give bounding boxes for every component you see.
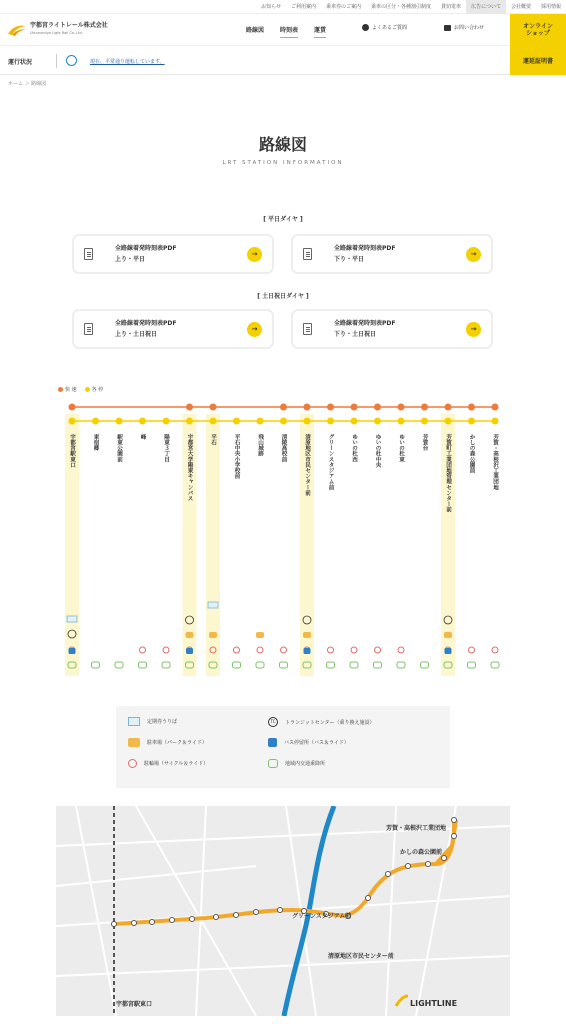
map-station-dot[interactable] <box>150 920 155 925</box>
map-station-dot[interactable] <box>366 896 371 901</box>
station-name[interactable]: 駅東公園前 <box>116 434 122 462</box>
holiday-label: [ 土日祝日ダイヤ ] <box>257 293 309 300</box>
station-name[interactable]: 平石 <box>210 434 216 446</box>
faq-label: よくあるご質問 <box>372 25 408 31</box>
map-station-dot[interactable] <box>132 921 137 926</box>
station-name[interactable]: 芳賀町工業団地管理センター前 <box>445 434 451 513</box>
map-label: かしの森公園前 <box>400 849 443 856</box>
local-stop-dot <box>445 418 452 425</box>
transit-center-icon: TC <box>268 717 278 727</box>
local-stop-dot <box>304 418 311 425</box>
map-label: グリーンスタジアム前 <box>292 913 352 920</box>
map-station-dot[interactable] <box>234 913 239 918</box>
nav-fare[interactable]: 運賃 <box>314 27 327 34</box>
map-logo: LIGHTLINE <box>410 999 458 1008</box>
bicycle-icon <box>492 647 498 653</box>
legend-bus <box>268 738 349 747</box>
top-link-news[interactable]: お知らせ <box>261 3 281 10</box>
arrow-right-icon: → <box>466 247 481 262</box>
cert-label: 運延証明書 <box>522 58 553 65</box>
local-transit-icon <box>280 662 288 668</box>
legend-local-label: 地域内交通乗降所 <box>285 761 326 767</box>
station-name[interactable]: かしの森公園前 <box>468 434 475 474</box>
logo[interactable] <box>8 23 108 36</box>
rapid-stop-dot <box>468 404 475 411</box>
rapid-stop-dot <box>280 404 287 411</box>
station-name[interactable]: 芳賀・高根沢工業団地 <box>492 434 498 490</box>
map-station-dot[interactable] <box>386 872 391 877</box>
local-stop-dot <box>421 418 428 425</box>
local-stop-dot <box>139 418 146 425</box>
station-name[interactable]: 清原地区市民センター前 <box>304 434 310 496</box>
rapid-stop-dot <box>186 404 193 411</box>
contact-link[interactable] <box>444 24 484 31</box>
local-transit-icon <box>139 662 147 668</box>
header <box>0 14 566 46</box>
contact-label: お問い合わせ <box>454 25 485 31</box>
local-stop-dot <box>327 418 334 425</box>
logo-icon <box>8 24 26 36</box>
divider <box>56 54 57 68</box>
bicycle-icon <box>469 647 475 653</box>
local-stop-dot <box>233 418 240 425</box>
bicycle-icon <box>257 647 263 653</box>
rapid-stop-dot <box>421 404 428 411</box>
rapid-stop-dot <box>492 404 499 411</box>
map-station-dot[interactable] <box>112 922 117 927</box>
bicycle-icon <box>128 759 137 768</box>
bicycle-icon <box>140 647 146 653</box>
map-station-dot[interactable] <box>442 856 447 861</box>
bicycle-icon <box>398 647 404 653</box>
station-name[interactable]: 峰 <box>139 434 146 440</box>
ticket-icon <box>67 616 77 622</box>
rapid-stop-dot <box>351 404 358 411</box>
map-station-dot[interactable] <box>170 918 175 923</box>
breadcrumb[interactable]: ホーム ＞ 路線図 <box>8 81 47 87</box>
legend-local <box>268 759 325 768</box>
legend-cycle <box>128 759 208 768</box>
local-transit-icon <box>92 662 100 668</box>
local-stop-dot <box>374 418 381 425</box>
pdf-down-weekday-button[interactable] <box>291 234 493 274</box>
car-icon <box>256 632 264 638</box>
arrow-right-icon: → <box>466 322 481 337</box>
rapid-stop-dot <box>327 404 334 411</box>
local-stop-dot <box>92 418 99 425</box>
local-transit-icon <box>233 662 241 668</box>
pdf-up-weekday-button[interactable] <box>72 234 274 274</box>
route-map[interactable] <box>56 806 510 1016</box>
top-link-charter[interactable]: 貸切電車 <box>441 3 462 10</box>
map-station-dot[interactable] <box>452 818 457 823</box>
pdf-title: 全路線着発時刻表PDF <box>334 320 396 327</box>
bus-icon <box>268 738 277 747</box>
status-bar <box>0 46 566 75</box>
local-stop-dot <box>280 418 287 425</box>
nav-timetable[interactable]: 時刻表 <box>280 27 299 34</box>
legend-park-label: 駐車場（パーク＆ライド） <box>147 740 207 746</box>
main-nav <box>246 25 342 34</box>
pdf-sub: 上り・平日 <box>115 256 146 263</box>
rapid-stop-dot <box>445 404 452 411</box>
local-stop-dot <box>163 418 170 425</box>
station-name[interactable]: 飛山城跡 <box>257 434 263 457</box>
legend-tc-label: トランジットセンター（乗り換え施設） <box>285 719 375 726</box>
page-subtitle: LRT STATION INFORMATION <box>222 160 344 166</box>
faq-link[interactable] <box>362 24 407 31</box>
pdf-sub: 下り・土日祝日 <box>334 331 377 338</box>
rapid-stop-dot <box>304 404 311 411</box>
map-station-dot[interactable] <box>214 915 219 920</box>
map-canvas <box>56 806 510 1016</box>
local-transit-icon <box>256 662 264 668</box>
ticket-icon <box>208 602 218 608</box>
ticket-icon <box>128 717 140 726</box>
local-stop-dot <box>116 418 123 425</box>
car-icon <box>128 738 140 747</box>
weekday-label: [ 平日ダイヤ ] <box>263 216 303 223</box>
bicycle-icon <box>163 647 169 653</box>
local-transit-icon <box>491 662 499 668</box>
station-name[interactable]: 平石中央小学校前 <box>233 434 240 479</box>
station-name[interactable]: ゆいの杜西 <box>351 434 357 462</box>
station-name[interactable]: ゆいの杜東 <box>398 434 404 462</box>
local-transit-icon <box>327 662 335 668</box>
legend-tc <box>268 717 375 727</box>
map-label: 芳賀・高根沢工業団地 <box>386 825 447 832</box>
legend-ticket-label: 定期券うりば <box>147 719 178 725</box>
station-name[interactable]: 東宿郷 <box>92 434 99 451</box>
icon-legend <box>116 706 450 788</box>
logo-sub: Utsunomiya Light Rail Co.,Ltd. <box>30 31 83 35</box>
bus-icon <box>186 648 193 654</box>
bicycle-icon <box>351 647 357 653</box>
local-transit-icon <box>468 662 476 668</box>
online-shop-button[interactable] <box>510 14 566 46</box>
pdf-title: 全路線着発時刻表PDF <box>115 320 177 327</box>
map-station-dot[interactable] <box>278 908 283 913</box>
station-name[interactable]: 陽東３丁目 <box>163 434 169 462</box>
bicycle-icon <box>328 647 334 653</box>
shop-label: オンライン ショップ <box>523 23 553 37</box>
document-icon <box>303 323 312 335</box>
service-legend <box>58 386 103 393</box>
rapid-stop-dot <box>69 404 76 411</box>
local-stop-dot <box>186 418 193 425</box>
pdf-down-holiday-button[interactable] <box>291 309 493 349</box>
arrow-right-icon: → <box>247 322 262 337</box>
local-label: 各 停 <box>91 387 104 393</box>
map-label: 清原地区市民センター前 <box>328 953 394 960</box>
delay-certificate-button[interactable] <box>510 46 566 75</box>
car-icon <box>444 632 452 638</box>
pdf-sub: 上り・土日祝日 <box>115 331 158 338</box>
map-station-dot[interactable] <box>452 834 457 839</box>
bicycle-icon <box>234 647 240 653</box>
local-transit-icon <box>374 662 382 668</box>
document-icon <box>84 248 93 260</box>
car-icon <box>186 632 194 638</box>
document-icon <box>84 323 93 335</box>
local-stop-dot <box>210 418 217 425</box>
legend-park <box>128 738 207 747</box>
station-name[interactable]: 芳賀台 <box>421 434 428 451</box>
bus-icon <box>304 648 311 654</box>
bus-icon <box>69 648 76 654</box>
car-icon <box>303 632 311 638</box>
top-link-discounts[interactable]: 乗車の区分・各種割引制度 <box>371 3 432 10</box>
route-diagram <box>0 400 566 680</box>
legend-bus-label: バス停留所（バス＆ライド） <box>284 740 349 746</box>
mail-icon <box>444 25 451 31</box>
station-name[interactable]: グリーンスタジアム前 <box>327 434 334 490</box>
map-label: 宇都宮駅東口 <box>116 1001 153 1008</box>
top-link-careers[interactable]: 採用情報 <box>540 3 561 10</box>
local-stop-dot <box>492 418 499 425</box>
car-icon <box>209 632 217 638</box>
local-transit-icon <box>397 662 405 668</box>
page-title: 路線図 <box>258 135 307 154</box>
top-links <box>0 0 566 14</box>
local-transit-icon <box>162 662 170 668</box>
rapid-dot-icon <box>58 387 63 392</box>
map-station-dot[interactable] <box>254 910 259 915</box>
status-label: 運行状況 <box>8 59 33 66</box>
map-station-dot[interactable] <box>406 864 411 869</box>
map-station-dot[interactable] <box>426 862 431 867</box>
rapid-stop-dot <box>210 404 217 411</box>
bicycle-icon <box>375 647 381 653</box>
local-stop-dot <box>398 418 405 425</box>
station-name[interactable]: ゆいの杜中央 <box>374 434 381 468</box>
map-station-dot[interactable] <box>190 917 195 922</box>
local-transit-icon <box>350 662 358 668</box>
top-link-ads[interactable]: 広告について <box>466 0 506 14</box>
nav-route-map[interactable]: 路線図 <box>246 27 265 34</box>
rapid-stop-dot <box>398 404 405 411</box>
local-transit-icon <box>268 759 278 768</box>
pdf-up-holiday-button[interactable] <box>72 309 274 349</box>
local-stop-dot <box>468 418 475 425</box>
station-name[interactable]: 宇都宮大学陽東キャンパス <box>186 434 193 502</box>
top-link-guide[interactable]: ご利用案内 <box>291 3 317 10</box>
pdf-title: 全路線着発時刻表PDF <box>334 245 396 252</box>
local-dot-icon <box>85 387 90 392</box>
pdf-title: 全路線着発時刻表PDF <box>115 245 177 252</box>
arrow-right-icon: → <box>247 247 262 262</box>
local-transit-icon <box>115 662 123 668</box>
question-icon <box>362 24 369 31</box>
local-stop-dot <box>257 418 264 425</box>
status-normal-icon <box>66 55 77 66</box>
local-transit-icon <box>421 662 429 668</box>
bicycle-icon <box>281 647 287 653</box>
station-name[interactable]: 清陵高校前 <box>280 434 287 462</box>
pdf-sub: 下り・平日 <box>334 256 365 263</box>
top-link-company[interactable]: 会社概要 <box>510 3 531 10</box>
rapid-label: 快 速 <box>65 387 77 393</box>
logo-name: 宇都宮ライトレール株式会社 <box>30 22 108 29</box>
rapid-stop-dot <box>374 404 381 411</box>
station-name[interactable]: 宇都宮駅東口 <box>69 434 75 468</box>
document-icon <box>303 248 312 260</box>
legend-cycle-label: 駐輪場（サイクル＆ライド） <box>144 761 209 767</box>
top-link-tickets[interactable]: 乗車券のご案内 <box>326 3 362 10</box>
status-text[interactable]: 現在、平常通り運転しています。 <box>90 59 165 65</box>
legend-ticket <box>128 717 177 726</box>
bus-icon <box>445 648 452 654</box>
local-stop-dot <box>69 418 76 425</box>
local-stop-dot <box>351 418 358 425</box>
